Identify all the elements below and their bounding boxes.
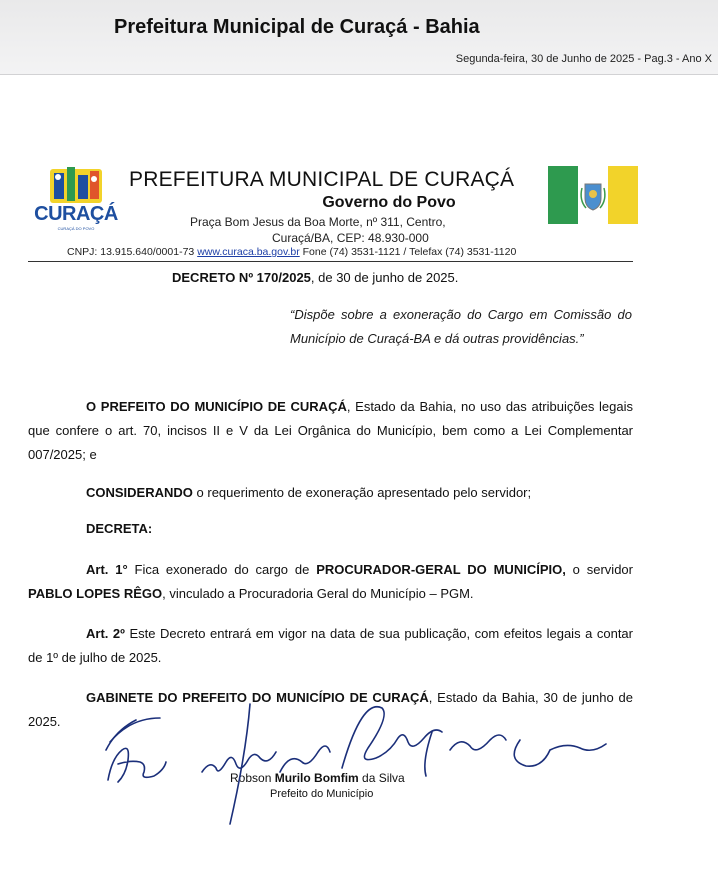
website-link[interactable]: www.curaca.ba.gov.br [197,246,300,258]
signatory-middle-name: Murilo Bomfim [274,771,359,785]
closing-paragraph [28,686,633,734]
article-1-text-a: Fica exonerado do cargo de [127,562,317,577]
article-1-position: PROCURADOR-GERAL DO MUNICÍPIO, [316,562,566,577]
article-2 [28,622,633,670]
publication-header [0,0,718,75]
preamble-paragraph [28,395,633,467]
decreta-label: DECRETA: [86,521,153,536]
letterhead-address-line1: Praça Bom Jesus da Boa Morte, nº 311, Centro, [190,215,446,229]
closing-office: GABINETE DO PREFEITO DO MUNICÍPIO DE CURAÇÁ [86,690,429,705]
signatory-name [230,771,405,785]
decreta-heading [28,517,633,541]
preamble-text: , Estado da Bahia, no uso das atribuições legais que confere o art. 70, incisos II e V da Lei Orgânica do Município, bem como a Lei Complementar 007/2025; e [28,399,633,462]
article-1-servant-name: PABLO LOPES RÊGO [28,586,163,601]
preamble-authority: O PREFEITO DO MUNICÍPIO DE CURAÇÁ [86,399,347,414]
closing-text: , Estado da Bahia, 30 de junho de 2025. [28,690,633,729]
considering-paragraph [28,481,633,505]
signatory-role: Prefeito do Município [270,788,374,800]
article-2-label: Art. 2º [86,626,125,641]
publication-title: Prefeitura Municipal de Curaçá - Bahia [114,16,480,38]
article-1-text-b: o servidor [565,562,633,577]
decree-date: , de 30 de junho de 2025. [310,270,459,285]
letterhead-slogan: Governo do Povo [322,194,456,211]
letterhead-title: PREFEITURA MUNICIPAL DE CURAÇÁ [129,168,515,191]
signatory-first-name: Robson [230,771,275,785]
decree-ementa: “Dispõe sobre a exoneração do Cargo em Comissão do Município de Curaçá-BA e dá outras providências.” [290,307,632,346]
article-1-label: Art. 1° [86,562,128,577]
article-1-text-c: , vinculado a Procuradoria Geral do Município – PGM. [162,586,474,601]
considering-label: CONSIDERANDO [86,485,193,500]
letterhead-divider [28,261,633,262]
publication-date-line: Segunda-feira, 30 de Junho de 2025 - Pag.3 - Ano X [455,53,712,65]
logo-tagline: CURAÇÁ DO POVO [57,226,95,231]
decree-number: DECRETO Nº 170/2025 [172,270,311,285]
signatory-last-name: da Silva [358,771,405,785]
article-1 [28,558,633,606]
decree-heading [172,270,458,285]
logo-wordmark: CURAÇÁ [34,203,118,225]
letterhead-phones: Fone (74) 3531-1121 / Telefax (74) 3531-1120 [302,246,517,258]
considering-text: o requerimento de exoneração apresentado pelo servidor; [192,485,532,500]
letterhead-contact [67,246,516,258]
article-2-text: Este Decreto entrará em vigor na data de sua publicação, com efeitos legais a contar de 1º de julho de 2025. [28,626,633,665]
letterhead-address-line2: Curaçá/BA, CEP: 48.930-000 [272,231,429,245]
letterhead-cnpj: CNPJ: 13.915.640/0001-73 [67,246,195,258]
